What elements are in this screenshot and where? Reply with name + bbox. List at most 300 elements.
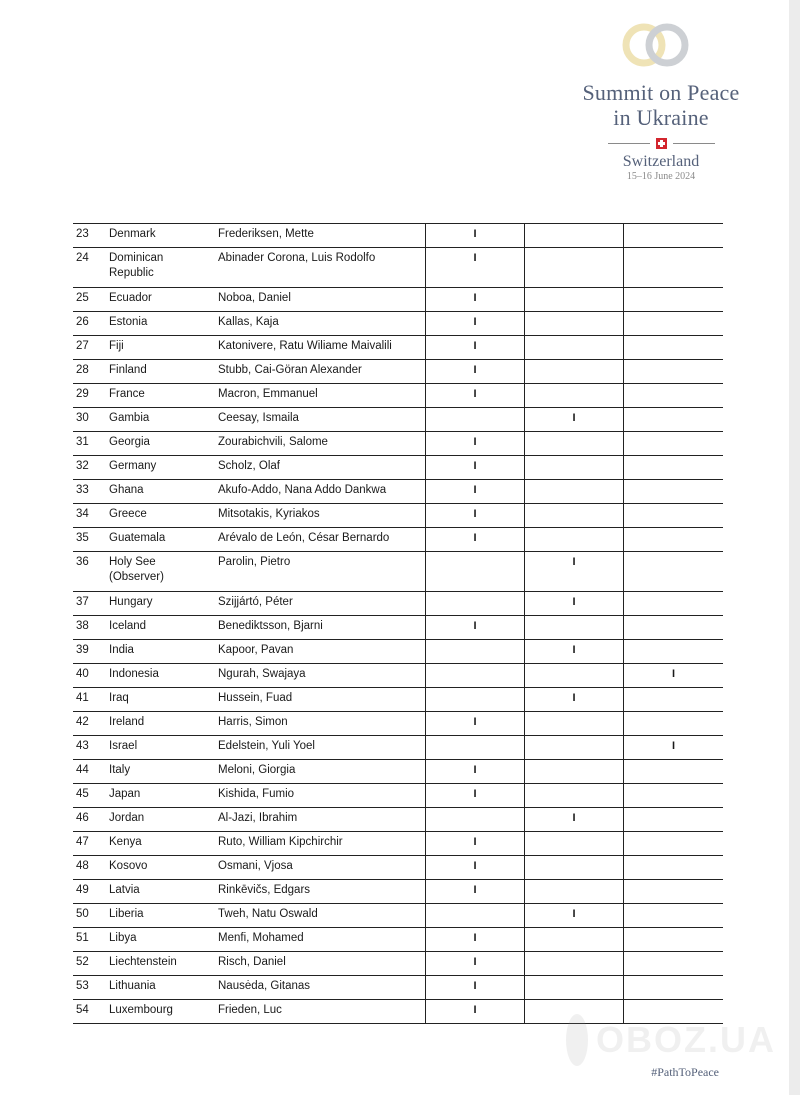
attendance-col-3 [624, 592, 724, 616]
attendance-col-1 [426, 288, 525, 312]
attendance-col-1-value: I [473, 764, 477, 776]
participant-name [218, 504, 426, 528]
participant-name [218, 312, 426, 336]
attendance-col-2 [525, 904, 624, 928]
table-row [73, 712, 723, 736]
row-number-value: 52 [76, 956, 89, 968]
attendance-col-1 [426, 640, 525, 664]
attendance-col-3 [624, 224, 724, 248]
participant-name-value: Scholz, Olaf [218, 460, 280, 472]
participant-name [218, 552, 426, 592]
participant-name-value: Ceesay, Ismaila [218, 412, 299, 424]
row-number-value: 39 [76, 644, 89, 656]
participant-name-value: Akufo-Addo, Nana Addo Dankwa [218, 484, 387, 496]
swiss-flag-icon [656, 138, 667, 149]
participant-name-value: Ngurah, Swajaya [218, 668, 306, 680]
summit-rings-logo [620, 22, 692, 68]
attendance-col-2 [525, 688, 624, 712]
country-name [109, 760, 218, 784]
country-name [109, 592, 218, 616]
attendance-col-2-value: I [572, 556, 576, 568]
participants-table-body [73, 224, 723, 1024]
row-number-value: 37 [76, 596, 89, 608]
country-name-value: Japan [109, 788, 141, 800]
row-number [73, 1000, 109, 1024]
country-name [109, 408, 218, 432]
row-number-value: 38 [76, 620, 89, 632]
row-number-value: 42 [76, 716, 89, 728]
row-number-value: 30 [76, 412, 89, 424]
country-name [109, 688, 218, 712]
participant-name [218, 592, 426, 616]
country-name [109, 880, 218, 904]
row-number-value: 34 [76, 508, 89, 520]
table-row [73, 336, 723, 360]
attendance-col-2-value: I [572, 908, 576, 920]
attendance-col-2-value: I [572, 644, 576, 656]
participant-name [218, 616, 426, 640]
participant-name [218, 1000, 426, 1024]
attendance-col-3 [624, 688, 724, 712]
participant-name-value: Harris, Simon [218, 716, 288, 728]
country-name [109, 616, 218, 640]
country-name-value: France [109, 388, 145, 400]
attendance-col-2 [525, 616, 624, 640]
country-name-value: Fiji [109, 340, 124, 352]
row-number [73, 808, 109, 832]
country-name-value: Ireland [109, 716, 145, 728]
table-row [73, 832, 723, 856]
table-row [73, 736, 723, 760]
attendance-col-1 [426, 248, 525, 288]
attendance-col-2 [525, 432, 624, 456]
table-row [73, 248, 723, 288]
country-name-value: Finland [109, 364, 147, 376]
participant-name [218, 712, 426, 736]
attendance-col-1-value: I [473, 956, 477, 968]
attendance-col-3 [624, 408, 724, 432]
attendance-col-2 [525, 312, 624, 336]
divider-line-right [673, 143, 715, 144]
row-number [73, 224, 109, 248]
row-number-value: 47 [76, 836, 89, 848]
attendance-col-1-value: I [473, 860, 477, 872]
table-row [73, 640, 723, 664]
table-row [73, 432, 723, 456]
flag-divider [555, 136, 767, 150]
row-number-value: 54 [76, 1004, 89, 1016]
divider-line-left [608, 143, 650, 144]
participant-name [218, 456, 426, 480]
attendance-col-2 [525, 480, 624, 504]
row-number [73, 712, 109, 736]
table-row [73, 552, 723, 592]
row-number-value: 49 [76, 884, 89, 896]
table-row [73, 664, 723, 688]
table-row [73, 856, 723, 880]
attendance-col-1 [426, 712, 525, 736]
table-row [73, 688, 723, 712]
country-name [109, 336, 218, 360]
row-number [73, 640, 109, 664]
attendance-col-1 [426, 664, 525, 688]
row-number [73, 248, 109, 288]
row-number [73, 688, 109, 712]
summit-title-line2: in Ukraine [613, 105, 709, 130]
attendance-col-1-value: I [473, 532, 477, 544]
row-number-value: 31 [76, 436, 89, 448]
attendance-col-2 [525, 384, 624, 408]
row-number [73, 592, 109, 616]
attendance-col-1 [426, 928, 525, 952]
participant-name-value: Frederiksen, Mette [218, 228, 314, 240]
country-name-value: Denmark [109, 228, 156, 240]
attendance-col-2 [525, 360, 624, 384]
attendance-col-1-value: I [473, 716, 477, 728]
row-number [73, 552, 109, 592]
row-number-value: 45 [76, 788, 89, 800]
participant-name [218, 336, 426, 360]
attendance-col-3 [624, 456, 724, 480]
country-name [109, 1000, 218, 1024]
attendance-col-1-value: I [473, 620, 477, 632]
country-name-value: Holy See (Observer) [109, 556, 164, 583]
attendance-col-3 [624, 528, 724, 552]
attendance-col-2 [525, 976, 624, 1000]
participant-name [218, 480, 426, 504]
participant-name-value: Kapoor, Pavan [218, 644, 294, 656]
attendance-col-3 [624, 976, 724, 1000]
attendance-col-3 [624, 248, 724, 288]
row-number [73, 480, 109, 504]
table-row [73, 360, 723, 384]
row-number [73, 528, 109, 552]
participant-name [218, 904, 426, 928]
country-name-value: Israel [109, 740, 138, 752]
participant-name [218, 880, 426, 904]
attendance-col-3 [624, 664, 724, 688]
table-row [73, 408, 723, 432]
table-row [73, 616, 723, 640]
participant-name-value: Noboa, Daniel [218, 292, 291, 304]
attendance-col-2 [525, 248, 624, 288]
row-number [73, 928, 109, 952]
attendance-col-2 [525, 504, 624, 528]
country-name [109, 456, 218, 480]
attendance-col-1-value: I [473, 228, 477, 240]
country-name [109, 664, 218, 688]
table-row [73, 904, 723, 928]
country-name-value: Georgia [109, 436, 150, 448]
attendance-col-2-value: I [572, 812, 576, 824]
attendance-col-1-value: I [473, 1004, 477, 1016]
table-row [73, 808, 723, 832]
attendance-col-2 [525, 784, 624, 808]
participant-name-value: Rinkēvičs, Edgars [218, 884, 311, 896]
country-name-value: Libya [109, 932, 137, 944]
country-name-value: Jordan [109, 812, 145, 824]
row-number [73, 360, 109, 384]
country-name [109, 224, 218, 248]
country-name-value: Indonesia [109, 668, 159, 680]
country-name-value: Estonia [109, 316, 148, 328]
participant-name [218, 432, 426, 456]
participant-name-value: Frieden, Luc [218, 1004, 282, 1016]
row-number-value: 33 [76, 484, 89, 496]
country-name [109, 976, 218, 1000]
attendance-col-3 [624, 616, 724, 640]
attendance-col-1-value: I [473, 884, 477, 896]
attendance-col-3 [624, 784, 724, 808]
country-name [109, 360, 218, 384]
participant-name [218, 288, 426, 312]
attendance-col-2 [525, 288, 624, 312]
attendance-col-1 [426, 360, 525, 384]
attendance-col-1 [426, 312, 525, 336]
summit-brand [555, 80, 767, 183]
table-row [73, 784, 723, 808]
country-name-value: Guatemala [109, 532, 166, 544]
attendance-col-2 [525, 712, 624, 736]
country-name [109, 528, 218, 552]
row-number-value: 44 [76, 764, 89, 776]
attendance-col-3 [624, 432, 724, 456]
participant-name-value: Edelstein, Yuli Yoel [218, 740, 315, 752]
country-name [109, 832, 218, 856]
attendance-col-1-value: I [473, 484, 477, 496]
row-number [73, 784, 109, 808]
row-number-value: 29 [76, 388, 89, 400]
country-name-value: Iraq [109, 692, 129, 704]
country-name [109, 712, 218, 736]
row-number-value: 26 [76, 316, 89, 328]
participant-name-value: Zourabichvili, Salome [218, 436, 328, 448]
country-name [109, 248, 218, 288]
row-number-value: 50 [76, 908, 89, 920]
attendance-col-3 [624, 736, 724, 760]
country-name-value: Hungary [109, 596, 153, 608]
country-name [109, 928, 218, 952]
country-name-value: Dominican Republic [109, 252, 164, 279]
row-number [73, 504, 109, 528]
country-name-value: Germany [109, 460, 157, 472]
oboz-watermark [566, 1014, 776, 1066]
summit-title-line1: Summit on Peace [582, 80, 740, 105]
country-name-value: Italy [109, 764, 131, 776]
country-name-value: Liberia [109, 908, 144, 920]
country-name-value: Kenya [109, 836, 142, 848]
participant-name [218, 408, 426, 432]
participant-name [218, 360, 426, 384]
table-row [73, 480, 723, 504]
attendance-col-1-value: I [473, 340, 477, 352]
country-name [109, 432, 218, 456]
attendance-col-1 [426, 616, 525, 640]
attendance-col-1 [426, 736, 525, 760]
attendance-col-1-value: I [473, 316, 477, 328]
attendance-col-1-value: I [473, 364, 477, 376]
attendance-col-1 [426, 1000, 525, 1024]
attendance-col-1 [426, 528, 525, 552]
participant-name [218, 384, 426, 408]
row-number-value: 40 [76, 668, 89, 680]
participant-name [218, 784, 426, 808]
country-name [109, 952, 218, 976]
attendance-col-2-value: I [572, 596, 576, 608]
participant-name-value: Kallas, Kaja [218, 316, 279, 328]
host-country: Switzerland [622, 153, 700, 170]
attendance-col-1 [426, 552, 525, 592]
participant-name-value: Al-Jazi, Ibrahim [218, 812, 298, 824]
attendance-col-1 [426, 952, 525, 976]
country-name [109, 504, 218, 528]
country-name-value: Iceland [109, 620, 147, 632]
table-row [73, 592, 723, 616]
participant-name [218, 736, 426, 760]
country-name [109, 288, 218, 312]
row-number [73, 904, 109, 928]
row-number [73, 760, 109, 784]
attendance-col-1 [426, 504, 525, 528]
attendance-col-1 [426, 688, 525, 712]
country-name [109, 736, 218, 760]
attendance-col-3-value: I [671, 740, 676, 752]
table-row [73, 504, 723, 528]
country-name-value: Latvia [109, 884, 140, 896]
attendance-col-3 [624, 952, 724, 976]
country-name [109, 856, 218, 880]
row-number [73, 288, 109, 312]
attendance-col-2-value: I [572, 692, 576, 704]
watermark-text: OBOZ.UA [596, 1019, 776, 1060]
table-row [73, 928, 723, 952]
attendance-col-1 [426, 808, 525, 832]
attendance-col-2 [525, 552, 624, 592]
attendance-col-1 [426, 880, 525, 904]
path-to-peace-hashtag: #PathToPeace [651, 1065, 719, 1079]
participant-name-value: Szijjártó, Péter [218, 596, 293, 608]
participant-name-value: Benediktsson, Bjarni [218, 620, 323, 632]
attendance-col-3 [624, 360, 724, 384]
attendance-col-1 [426, 760, 525, 784]
attendance-col-1-value: I [473, 436, 477, 448]
row-number-value: 23 [76, 228, 89, 240]
row-number [73, 408, 109, 432]
country-name-value: Lithuania [109, 980, 156, 992]
country-name [109, 640, 218, 664]
table-row [73, 528, 723, 552]
attendance-col-3 [624, 336, 724, 360]
country-name-value: Greece [109, 508, 147, 520]
attendance-col-2 [525, 456, 624, 480]
participant-name-value: Stubb, Cai-Göran Alexander [218, 364, 362, 376]
participant-name [218, 832, 426, 856]
participant-name [218, 928, 426, 952]
attendance-col-1 [426, 336, 525, 360]
attendance-col-1-value: I [473, 388, 477, 400]
attendance-col-2 [525, 856, 624, 880]
participant-name [218, 664, 426, 688]
country-name-value: Ghana [109, 484, 144, 496]
attendance-col-1 [426, 904, 525, 928]
attendance-col-3 [624, 712, 724, 736]
attendance-col-2 [525, 528, 624, 552]
attendance-col-1 [426, 856, 525, 880]
participant-name-value: Kishida, Fumio [218, 788, 295, 800]
row-number-value: 41 [76, 692, 89, 704]
attendance-col-1-value: I [473, 980, 477, 992]
row-number-value: 32 [76, 460, 89, 472]
attendance-col-3 [624, 384, 724, 408]
attendance-col-1 [426, 480, 525, 504]
participant-name [218, 760, 426, 784]
row-number [73, 880, 109, 904]
table-row [73, 224, 723, 248]
row-number-value: 27 [76, 340, 89, 352]
row-number-value: 25 [76, 292, 89, 304]
row-number-value: 35 [76, 532, 89, 544]
table-row [73, 288, 723, 312]
row-number [73, 432, 109, 456]
row-number [73, 616, 109, 640]
participant-name-value: Nausėda, Gitanas [218, 980, 311, 992]
attendance-col-1-value: I [473, 508, 477, 520]
attendance-col-2 [525, 880, 624, 904]
country-name [109, 904, 218, 928]
attendance-col-3-value: I [671, 668, 676, 680]
row-number [73, 736, 109, 760]
table-row [73, 880, 723, 904]
participant-name-value: Hussein, Fuad [218, 692, 293, 704]
attendance-col-2 [525, 832, 624, 856]
row-number [73, 832, 109, 856]
table-row [73, 976, 723, 1000]
row-number-value: 24 [76, 252, 89, 264]
row-number [73, 952, 109, 976]
attendance-col-1-value: I [473, 932, 477, 944]
participant-name-value: Katonivere, Ratu Wiliame Maivalili [218, 340, 392, 352]
attendance-col-3 [624, 808, 724, 832]
table-row [73, 312, 723, 336]
participants-table [73, 223, 723, 1024]
participant-name [218, 224, 426, 248]
participant-name [218, 856, 426, 880]
attendance-col-2 [525, 640, 624, 664]
attendance-col-2 [525, 760, 624, 784]
attendance-col-3 [624, 904, 724, 928]
row-number-value: 28 [76, 364, 89, 376]
attendance-col-1 [426, 224, 525, 248]
attendance-col-1 [426, 456, 525, 480]
participant-name-value: Risch, Daniel [218, 956, 286, 968]
attendance-col-3 [624, 880, 724, 904]
row-number-value: 51 [76, 932, 89, 944]
attendance-col-3 [624, 552, 724, 592]
participant-name [218, 528, 426, 552]
row-number-value: 43 [76, 740, 89, 752]
attendance-col-1 [426, 432, 525, 456]
attendance-col-3 [624, 312, 724, 336]
attendance-col-2 [525, 952, 624, 976]
table-row [73, 760, 723, 784]
participant-name [218, 688, 426, 712]
row-number [73, 384, 109, 408]
row-number [73, 856, 109, 880]
attendance-col-1-value: I [473, 460, 477, 472]
country-name-value: India [109, 644, 134, 656]
attendance-col-2 [525, 592, 624, 616]
participant-name [218, 808, 426, 832]
